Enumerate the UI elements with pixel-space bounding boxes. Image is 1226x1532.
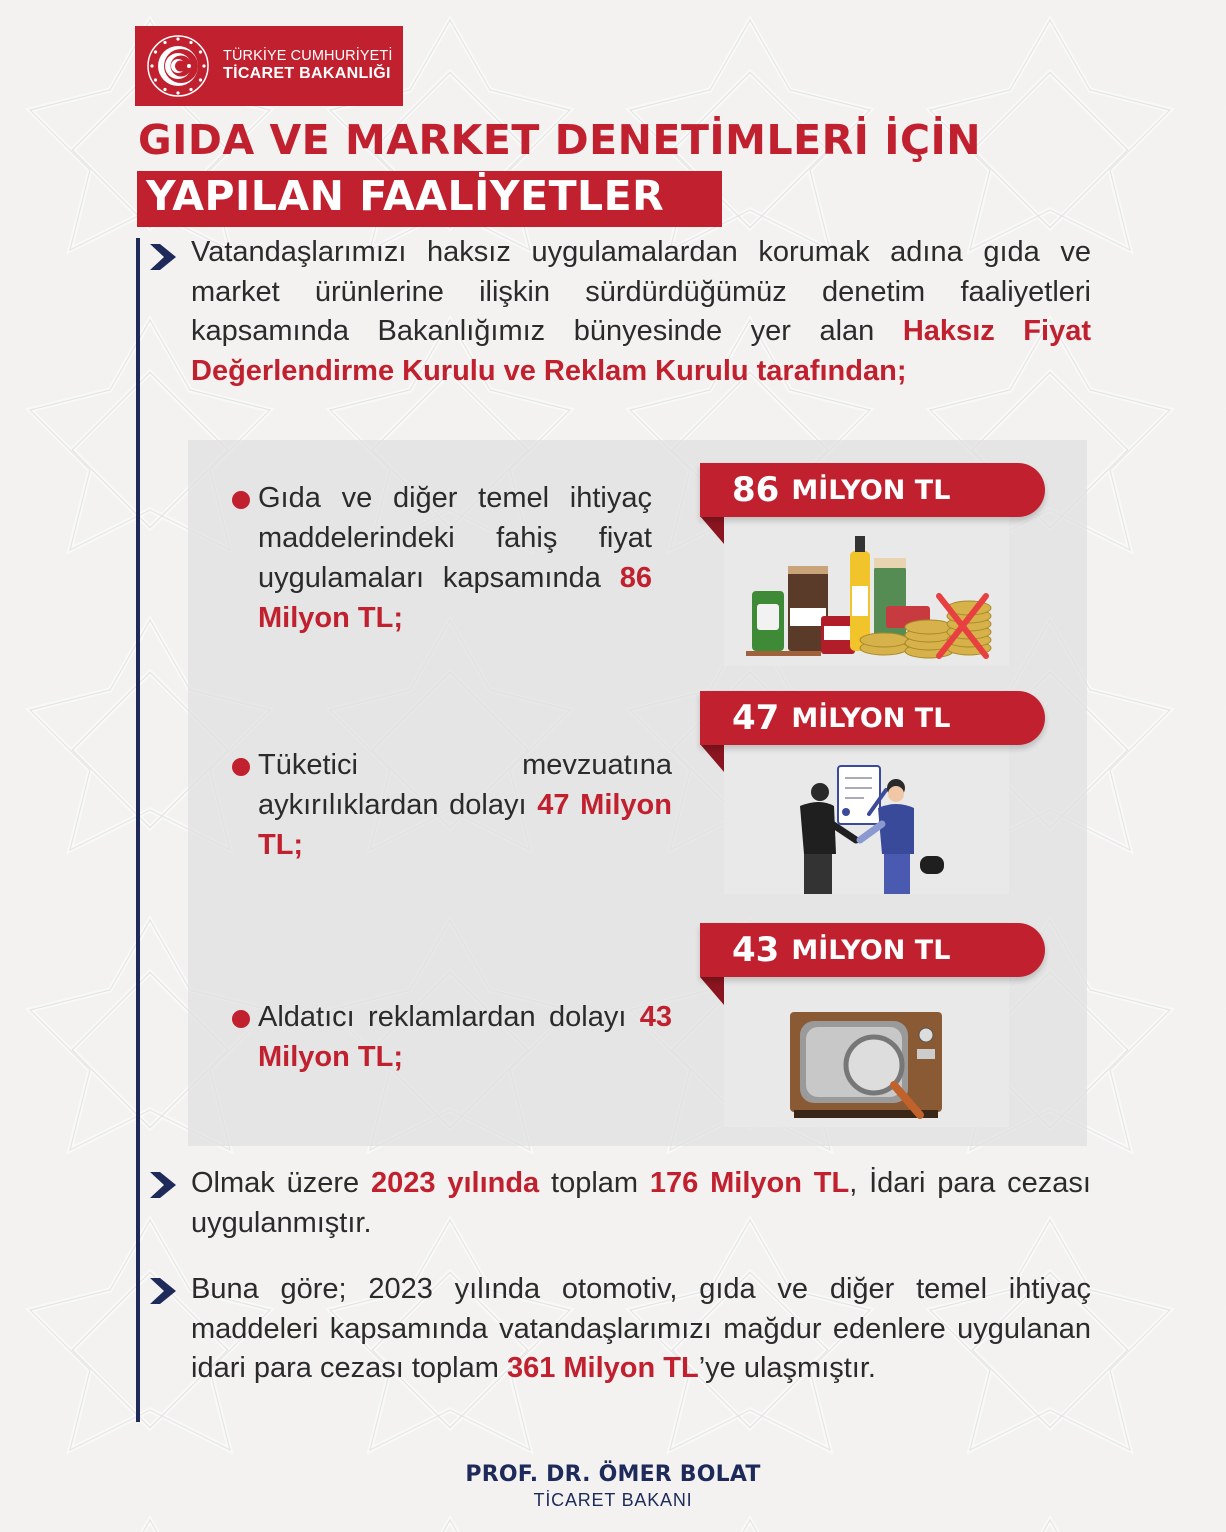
chevron-right-icon	[146, 1168, 180, 1202]
handshake-contract-icon	[724, 744, 1009, 894]
page-title-line-2: YAPILAN FAALİYETLER	[146, 172, 665, 220]
bullet-dot-icon	[232, 758, 250, 776]
ribbon-fold	[700, 977, 724, 1005]
tv-magnifier-icon	[724, 977, 1009, 1127]
ribbon-fold	[700, 516, 724, 544]
penalty-item-1	[232, 478, 652, 638]
intro-paragraph	[191, 233, 1091, 391]
ribbon-unit: MİLYON TL	[791, 702, 951, 734]
penalty-item-3	[232, 997, 672, 1077]
summary-text: toplam	[539, 1167, 650, 1199]
ministry-emblem-icon	[145, 33, 211, 99]
ribbon-fold	[700, 744, 724, 772]
amount-ribbon-2	[700, 691, 1045, 745]
summary-year: 2023 yılında	[370, 1167, 540, 1199]
page-title-line-1: GIDA VE MARKET DENETİMLERİ İÇİN	[138, 116, 982, 164]
penalty-item-text: Gıda ve diğer temel ihtiyaç maddelerindeki fahiş fiyat uygulamaları kapsamında	[258, 482, 652, 594]
penalty-item-text: Aldatıcı reklamlardan dolayı	[258, 1001, 640, 1033]
summary-text: Olmak üzere	[191, 1167, 371, 1199]
penalty-item-amount: 47 Milyon TL;	[258, 789, 672, 861]
ministry-logo	[135, 26, 403, 106]
amount-ribbon-1	[700, 463, 1045, 517]
penalty-item-amount: 86 Milyon TL;	[258, 562, 652, 634]
amount-ribbon-3	[700, 923, 1045, 977]
chevron-right-icon	[146, 240, 180, 274]
summary-overall-amount: 361 Milyon TL	[506, 1352, 699, 1384]
illustration-card-1	[724, 516, 1009, 666]
signature-name: PROF. DR. ÖMER BOLAT	[465, 1462, 761, 1487]
summary-total-amount: 176 Milyon TL	[649, 1167, 850, 1199]
ribbon-unit: MİLYON TL	[791, 934, 951, 966]
ribbon-unit: MİLYON TL	[791, 474, 951, 506]
bullet-dot-icon	[232, 1010, 250, 1028]
summary-text: ’ye ulaşmıştır.	[698, 1352, 876, 1384]
intro-highlight: Haksız Fiyat Değerlendirme Kurulu ve Reklam Kurulu tarafından;	[191, 315, 1091, 387]
ribbon-number: 86	[732, 470, 780, 510]
summary-text: , İdari para cezası uygulanmıştır.	[191, 1167, 1091, 1239]
penalty-item-text: Tüketici mevzuatına aykırılıklardan dolayı	[258, 749, 672, 821]
groceries-coins-crossed-icon	[724, 516, 1009, 666]
penalty-item-2	[232, 745, 672, 865]
signature-role: TİCARET BAKANI	[533, 1490, 693, 1510]
summary-overall-total	[191, 1270, 1091, 1389]
illustration-card-3	[724, 977, 1009, 1127]
ribbon-number: 43	[732, 930, 780, 970]
chevron-right-icon	[146, 1274, 180, 1308]
summary-2023-total	[191, 1164, 1091, 1243]
intro-text: Vatandaşlarımızı haksız uygulamalardan korumak adına gıda ve market ürünlerine ilişkin sürdürdüğümüz denetim faaliyetleri kapsamında Bakanlığımız bünyesinde yer alan	[191, 236, 1091, 347]
penalty-item-amount: 43 Milyon TL;	[258, 1001, 672, 1073]
bullet-dot-icon	[232, 491, 250, 509]
logo-line-1: TÜRKİYE CUMHURİYETİ	[223, 48, 393, 65]
ribbon-number: 47	[732, 698, 780, 738]
illustration-card-2	[724, 744, 1009, 894]
vertical-accent-line	[136, 238, 140, 1422]
summary-text: Buna göre; 2023 yılında otomotiv, gıda ve diğer temel ihtiyaç maddeleri kapsamında vatandaşlarımızı mağdur edenlere uygulanan idari para cezası toplam	[191, 1273, 1091, 1384]
logo-line-2: TİCARET BAKANLIĞI	[223, 65, 391, 83]
